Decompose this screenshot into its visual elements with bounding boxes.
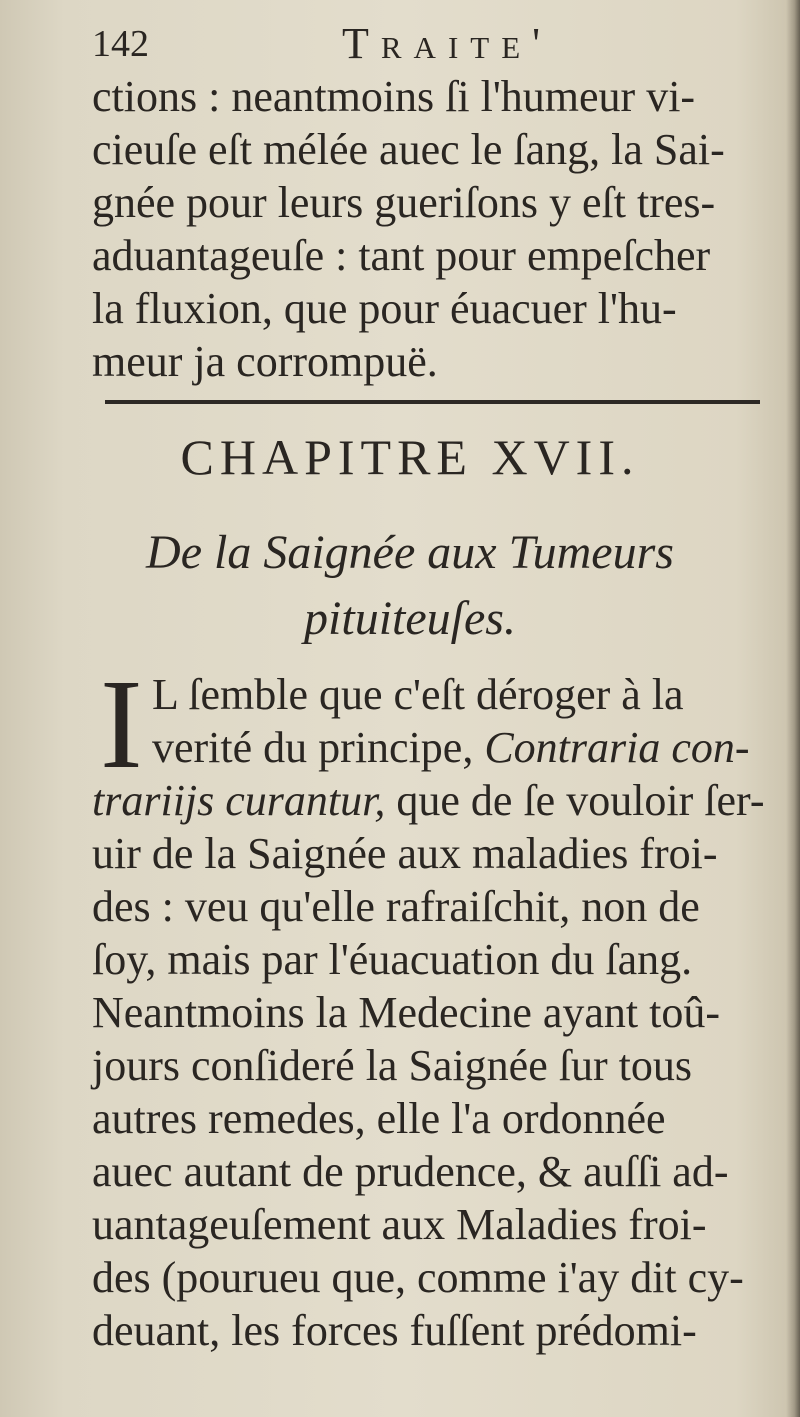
text-line: jours conſideré la Saignée ſur tous [92, 1041, 692, 1090]
latin-quote: trariijs curantur, [92, 776, 386, 825]
text-line: uantageuſement aux Maladies froi- [92, 1200, 707, 1249]
drop-cap: I [100, 674, 143, 778]
text-line: meur ja corrompuë. [92, 337, 438, 386]
text-line: L ſemble que c'eſt déroger à la [152, 670, 684, 719]
chapter-subtitle-line: De la Saignée aux Tumeurs [146, 526, 674, 579]
text-line: deuant, les forces fuſſent prédomi- [92, 1306, 697, 1355]
text-line [92, 721, 782, 774]
text-line: la fluxion, que pour éuacuer l'hu- [92, 284, 677, 333]
running-head: Traite' [342, 19, 553, 68]
text-line: ſoy, mais par l'éuacuation du ſang. [92, 935, 693, 984]
page-edge-shadow [786, 0, 800, 1417]
chapter-subtitle [0, 520, 800, 652]
chapter-subtitle-line: pituiteuſes. [304, 592, 516, 645]
text-line: Neantmoins la Medecine ayant toû- [92, 988, 721, 1037]
chapter-title: CHAPITRE XVII. [180, 429, 640, 485]
section-divider [105, 400, 760, 404]
text-line: cieuſe eſt mélée auec le ſang, la Sai- [92, 125, 725, 174]
intro-paragraph [92, 70, 782, 388]
text-line [92, 774, 782, 827]
text-line: ctions : neantmoins ſi l'humeur vi- [92, 72, 696, 121]
text-line: auec autant de prudence, & auſſi ad- [92, 1147, 729, 1196]
text-line: uir de la Saignée aux maladies froi- [92, 829, 718, 878]
text-line: gnée pour leurs gueriſons y eſt tres- [92, 178, 716, 227]
page-number: 142 [92, 23, 149, 65]
text-run: que de ſe vouloir ſer- [385, 776, 765, 825]
text-run: verité du principe, [152, 723, 485, 772]
text-line: des (pourueu que, comme i'ay dit cy- [92, 1253, 744, 1302]
page-header [92, 12, 792, 70]
body-paragraph [92, 668, 782, 1357]
latin-quote: Contraria con- [484, 723, 750, 772]
text-line: autres remedes, elle l'a ordonnée [92, 1094, 666, 1143]
text-line: aduantageuſe : tant pour empeſcher [92, 231, 711, 280]
text-line: des : veu qu'elle rafraiſchit, non de [92, 882, 700, 931]
